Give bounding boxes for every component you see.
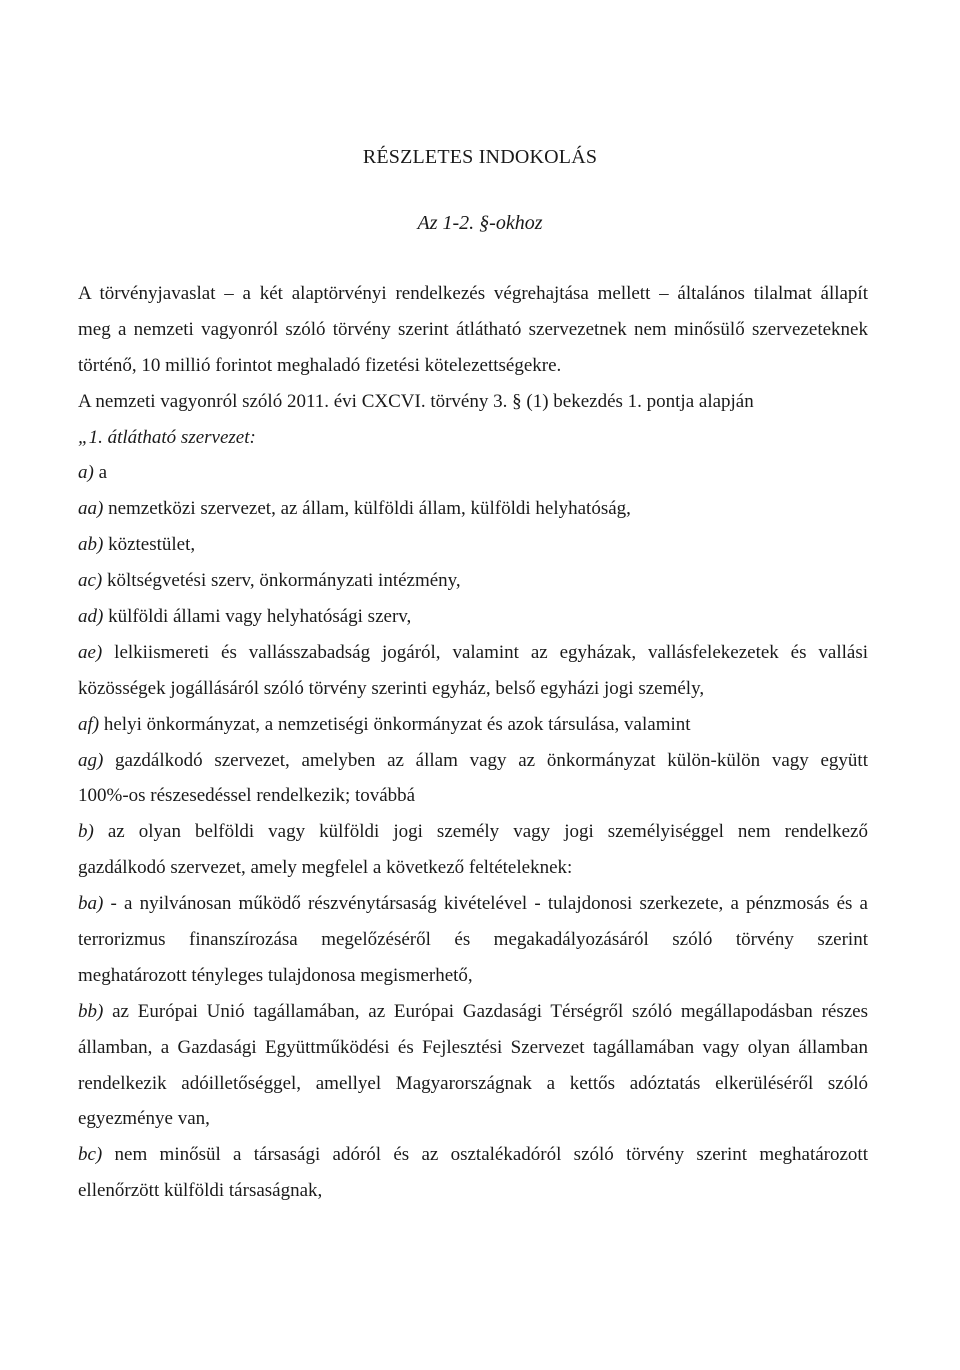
item-label: ae) [78, 641, 103, 663]
item-text: az Európai Unió tagállamában, az Európai Gazdasági Térségről szóló megállapodásban részes [103, 1000, 868, 1022]
paragraph-line [78, 1030, 868, 1066]
line-text: közösségek jogállásáról szóló törvény szerinti egyház, belső egyházi jogi személy, [78, 677, 705, 699]
line-text: államban, a Gazdasági Együttműködési és Fejlesztési Szervezet tagállamában vagy olyan államban [78, 1036, 868, 1058]
paragraph-line [78, 778, 868, 814]
item-text: külföldi állami vagy helyhatósági szerv, [103, 606, 412, 628]
list-item [78, 527, 868, 563]
list-item [78, 491, 868, 527]
item-text: nem minősül a társasági adóról és az osztalékadóról szóló törvény szerint meghatározott [102, 1144, 868, 1166]
line-text: egyezménye van, [78, 1108, 210, 1130]
item-label: aa) [78, 498, 104, 520]
item-text: költségvetési szerv, önkormányzati intézmény, [102, 570, 461, 592]
paragraph-line [78, 1173, 868, 1209]
item-label: bc) [78, 1144, 103, 1166]
item-text: - a nyilvánosan működő részvénytársaság kivételével - tulajdonosi szerkezete, a pénzmosás és a [103, 893, 868, 915]
item-text: nemzetközi szervezet, az állam, külföldi állam, külföldi helyhatóság, [103, 498, 631, 520]
list-item [78, 563, 868, 599]
list-item [78, 1137, 868, 1173]
paragraph-line [78, 850, 868, 886]
item-text: a [93, 462, 108, 484]
line-text: „1. átlátható szervezet: [78, 426, 256, 448]
line-text: történő, 10 millió forintot meghaladó fizetési kötelezettségekre. [78, 354, 562, 376]
paragraph-line [78, 922, 868, 958]
item-label: b) [78, 821, 94, 843]
list-item [78, 455, 868, 491]
line-text: A törvényjavaslat – a két alaptörvényi rendelkezés végrehajtása mellett – általános tilalmat állapít [78, 283, 868, 304]
list-item [78, 994, 868, 1030]
paragraph-line [78, 1101, 868, 1137]
item-text: köztestület, [103, 534, 196, 556]
paragraph-line [78, 312, 868, 348]
item-label: bb) [78, 1000, 104, 1022]
list-item [78, 599, 868, 635]
line-text: 100%-os részesedéssel rendelkezik; továbbá [78, 785, 416, 807]
line-text: meghatározott tényleges tulajdonosa megismerhető, [78, 964, 473, 986]
paragraph-line [78, 348, 868, 384]
line-text: gazdálkodó szervezet, amely megfelel a következő feltételeknek: [78, 857, 573, 879]
paragraph-line [78, 276, 868, 312]
line-text: A nemzeti vagyonról szóló 2011. évi CXCVI. törvény 3. § (1) bekezdés 1. pontja alapján [78, 390, 754, 412]
line-text: meg a nemzeti vagyonról szóló törvény szerint átlátható szervezetnek nem minősülő szervezeteknek [78, 318, 868, 340]
list-item [78, 707, 868, 743]
line-text: rendelkezik adóilletőséggel, amellyel Magyarországnak a kettős adóztatás elkerüléséről szóló [78, 1072, 868, 1094]
item-label: af) [78, 713, 100, 735]
line-text: ellenőrzött külföldi társaságnak, [78, 1180, 323, 1202]
definition-heading [78, 420, 868, 456]
list-item [78, 635, 868, 671]
line-text: terrorizmus finanszírozása megelőzéséről és megakadályozásáról szóló törvény szerint [78, 929, 868, 951]
item-text: gazdálkodó szervezet, amelyben az állam vagy az önkormányzat külön-külön vagy együtt [103, 749, 868, 771]
item-label: ag) [78, 749, 104, 771]
list-item [78, 886, 868, 922]
paragraph-line [78, 671, 868, 707]
paragraph-line [78, 958, 868, 994]
paragraph-line [78, 1066, 868, 1102]
item-text: helyi önkormányzat, a nemzetiségi önkormányzat és azok társulása, valamint [99, 713, 691, 735]
section-subtitle: Az 1-2. §-okhoz [417, 212, 543, 234]
item-label: ac) [78, 570, 103, 592]
list-item [78, 743, 868, 779]
document-body [78, 276, 868, 1209]
item-label: ab) [78, 534, 104, 556]
item-text: lelkiismereti és vallásszabadság jogáról, valamint az egyházak, vallásfelekezetek és vallási [102, 641, 868, 663]
item-text: az olyan belföldi vagy külföldi jogi személy vagy jogi személyiséggel nem rendelkező [93, 821, 868, 843]
item-label: ba) [78, 893, 104, 915]
item-label: ad) [78, 606, 104, 628]
paragraph-line [78, 384, 868, 420]
list-item [78, 814, 868, 850]
document-title: RÉSZLETES INDOKOLÁS [362, 146, 598, 168]
item-label: a) [78, 462, 94, 484]
